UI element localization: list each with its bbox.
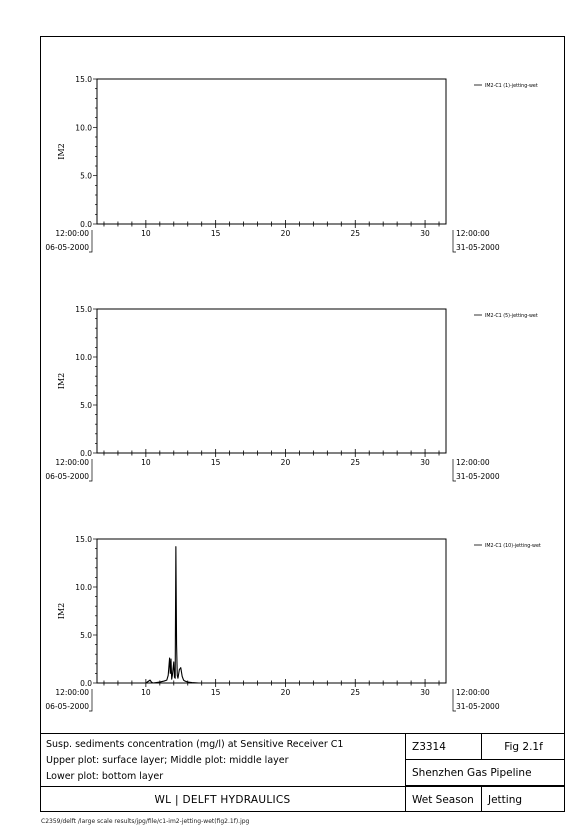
x-tick-label: 30 (420, 229, 430, 238)
end-date-label: 31-05-2000 (456, 702, 500, 711)
chart-panel-1 (45, 75, 537, 252)
chart-panel-2 (45, 305, 537, 481)
description-line-2: Upper plot: surface layer; Middle plot: middle layer (46, 755, 289, 766)
plot-area (97, 79, 446, 224)
series-line (97, 547, 446, 683)
start-bracket (89, 459, 92, 481)
start-bracket (89, 230, 92, 252)
y-tick-label: 15.0 (75, 75, 92, 84)
figure-description (40, 734, 406, 786)
y-tick-label: 10.0 (75, 583, 92, 592)
description-line-3: Lower plot: bottom layer (46, 771, 164, 782)
x-tick-label: 25 (350, 458, 361, 467)
start-time-label: 12:00:00 (55, 688, 89, 697)
y-tick-label: 10.0 (75, 353, 92, 362)
y-tick-label: 10.0 (75, 123, 92, 133)
x-tick-label: 15 (210, 229, 221, 238)
x-tick-label: 20 (280, 458, 291, 467)
y-tick-label: 5.0 (80, 401, 92, 410)
x-tick-label: 10 (141, 458, 151, 467)
start-date-label: 06-05-2000 (45, 472, 89, 481)
start-date-label: 06-05-2000 (45, 702, 89, 711)
y-tick-label: 0.0 (80, 449, 92, 458)
x-tick-label: 25 (350, 229, 361, 238)
start-bracket (89, 689, 92, 711)
start-time-label: 12:00:00 (55, 229, 89, 238)
legend-entry: IM2-C1 (1)-jetting-wet (485, 84, 538, 89)
x-tick-label: 10 (141, 688, 151, 697)
end-time-label: 12:00:00 (456, 229, 490, 238)
end-time-label: 12:00:00 (456, 458, 490, 467)
x-tick-label: 20 (280, 688, 291, 697)
plot-area (97, 539, 446, 683)
x-tick-label: 10 (141, 229, 151, 238)
project-number: Z3314 (406, 734, 482, 760)
x-tick-label: 15 (210, 688, 221, 697)
y-tick-label: 5.0 (80, 631, 92, 640)
end-date-label: 31-05-2000 (456, 243, 500, 252)
y-tick-label: 5.0 (80, 171, 92, 181)
x-tick-label: 30 (420, 688, 430, 697)
plot-area (97, 309, 446, 453)
x-tick-label: 15 (210, 458, 221, 467)
activity-label: Jetting (482, 786, 565, 812)
company-name: WL | DELFT HYDRAULICS (40, 786, 406, 812)
figure-number: Fig 2.1f (482, 734, 565, 760)
legend-entry: IM2-C1 (5)-jetting-wet (485, 314, 538, 319)
y-tick-label: 15.0 (75, 305, 92, 314)
y-tick-label: 0.0 (80, 679, 92, 688)
description-line-1: Susp. sediments concentration (mg/l) at Sensitive Receiver C1 (46, 739, 344, 750)
y-tick-label: 0.0 (80, 220, 92, 229)
season-label: Wet Season (406, 786, 482, 812)
y-axis-label: IM2 (57, 372, 66, 390)
y-axis-label: IM2 (57, 602, 66, 620)
title-block (40, 733, 565, 812)
y-axis-label: IM2 (57, 143, 66, 160)
start-time-label: 12:00:00 (55, 458, 89, 467)
start-date-label: 06-05-2000 (45, 243, 89, 252)
x-tick-label: 20 (280, 229, 291, 238)
end-date-label: 31-05-2000 (456, 472, 500, 481)
end-time-label: 12:00:00 (456, 688, 490, 697)
x-tick-label: 30 (420, 458, 430, 467)
file-path: C2359/delft /large scale results/jpg/file/c1-im2-jetting-wet(fig2.1f).jpg (41, 818, 250, 825)
project-title: Shenzhen Gas Pipeline (406, 760, 565, 786)
legend-entry: IM2-C1 (10)-jetting-wet (485, 544, 541, 549)
chart-panel-3 (45, 535, 541, 711)
x-tick-label: 25 (350, 688, 361, 697)
y-tick-label: 15.0 (75, 535, 92, 544)
